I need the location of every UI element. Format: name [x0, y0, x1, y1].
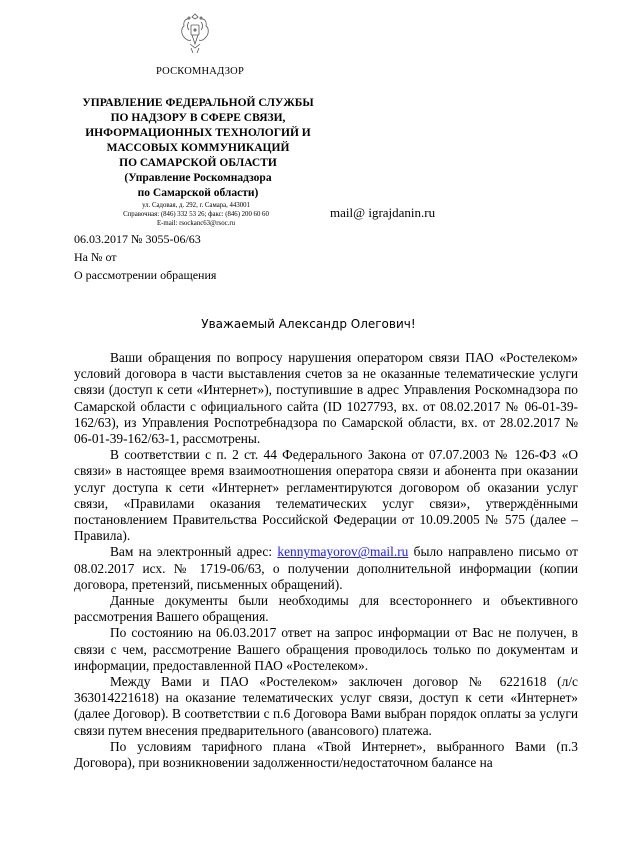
paragraph: По условиям тарифного плана «Твой Интернет», выбранного Вами (п.3 Договора), при возникновении задолженности/недостаточном балансе на	[74, 738, 578, 771]
paragraph: Между Вами и ПАО «Ростелеком» заключен договор № 6221618 (л/с 363014221618) на оказание телематических услуг связи, доступ к сети «Интернет» (далее Договор). В соответствии с п.6 Договора Вами выбран порядок оплаты за услуги связи путем внесения предварительного (авансового) платежа.	[74, 674, 578, 738]
agency-short-name: РОСКОМНАДЗОР	[155, 66, 244, 77]
recipient-email: mail@ igrajdanin.ru	[330, 205, 436, 220]
letter-subject: О рассмотрении обращения	[74, 268, 217, 282]
agency-line: УПРАВЛЕНИЕ ФЕДЕРАЛЬНОЙ СЛУЖБЫ	[82, 97, 314, 109]
outgoing-number: 06.03.2017 № 3055-06/63	[74, 232, 201, 246]
agency-line: ИНФОРМАЦИОННЫХ ТЕХНОЛОГИЙ И	[85, 127, 311, 139]
paragraph: По состоянию на 06.03.2017 ответ на запрос информации от Вас не получен, в связи с чем, рассмотрение Вашего обращения проводилось только по документам и информации, предоставленной ПАО «Ростелеком».	[74, 625, 578, 673]
incoming-reference: На № от	[74, 250, 117, 264]
agency-full-name	[78, 96, 318, 201]
contact-phones: Справочная: (846) 332 53 26; факс: (846) 200 60 60	[123, 211, 269, 218]
paragraph: Ваши обращения по вопросу нарушения оператором связи ПАО «Ростелеком» условий договора в части выставления счетов за не оказанные телематические услуги связи (доступ к сети «Интернет»), поступившие в адрес Управления Роскомнадзора по Самарской области с официального сайта (ID 1027793, вх. от 08.02.2017 № 06-01-39-162/63), из Управления Роспотребнадзора по Самарской области, вх. от 28.02.2017 № 06-01-39-162/63-1, рассмотрены.	[74, 350, 578, 447]
agency-contacts	[78, 201, 314, 228]
email-link[interactable]: kennymayorov@mail.ru	[277, 544, 409, 560]
agency-line: по Самарской области)	[137, 187, 259, 199]
paragraph	[74, 544, 578, 593]
paragraph: В соответствии с п. 2 ст. 44 Федерального Закона от 07.07.2003 № 126-ФЗ «О связи» в настоящее время взаимоотношения оператора связи и абонента при оказании услуг доступа к сети «Интернет» регламентируются договором об оказании услуг связи, «Правилами оказания телематических услуг связи», утверждёнными постановлением Правительства Российской Федерации от 10.09.2005 № 575 (далее – Правила).	[74, 447, 578, 544]
agency-line: (Управление Роскомнадзора	[124, 172, 272, 184]
contact-email: E-mail: rsockanc63@rsoc.ru	[157, 220, 235, 227]
agency-line: ПО САМАРСКОЙ ОБЛАСТИ	[119, 157, 277, 169]
salutation: Уважаемый Александр Олегович!	[201, 317, 416, 331]
paragraph: Данные документы были необходимы для всестороннего и объективного рассмотрения Вашего обращения.	[74, 593, 578, 625]
agency-line: ПО НАДЗОРУ В СФЕРЕ СВЯЗИ,	[110, 112, 286, 124]
paragraph-text: Вам на электронный адрес:	[110, 544, 278, 560]
letter-body	[74, 350, 578, 771]
agency-line: МАССОВЫХ КОММУНИКАЦИЙ	[106, 142, 290, 154]
coat-of-arms-icon	[178, 10, 212, 56]
contact-address: ул. Садовая, д. 292, г. Самара, 443001	[142, 202, 250, 209]
paragraph-text: было направлено письмо от 08.02.2017 исх. № 1719-06/63, о получении дополнительной информации (копии договора, претензий, письменных обращений).	[74, 544, 579, 592]
